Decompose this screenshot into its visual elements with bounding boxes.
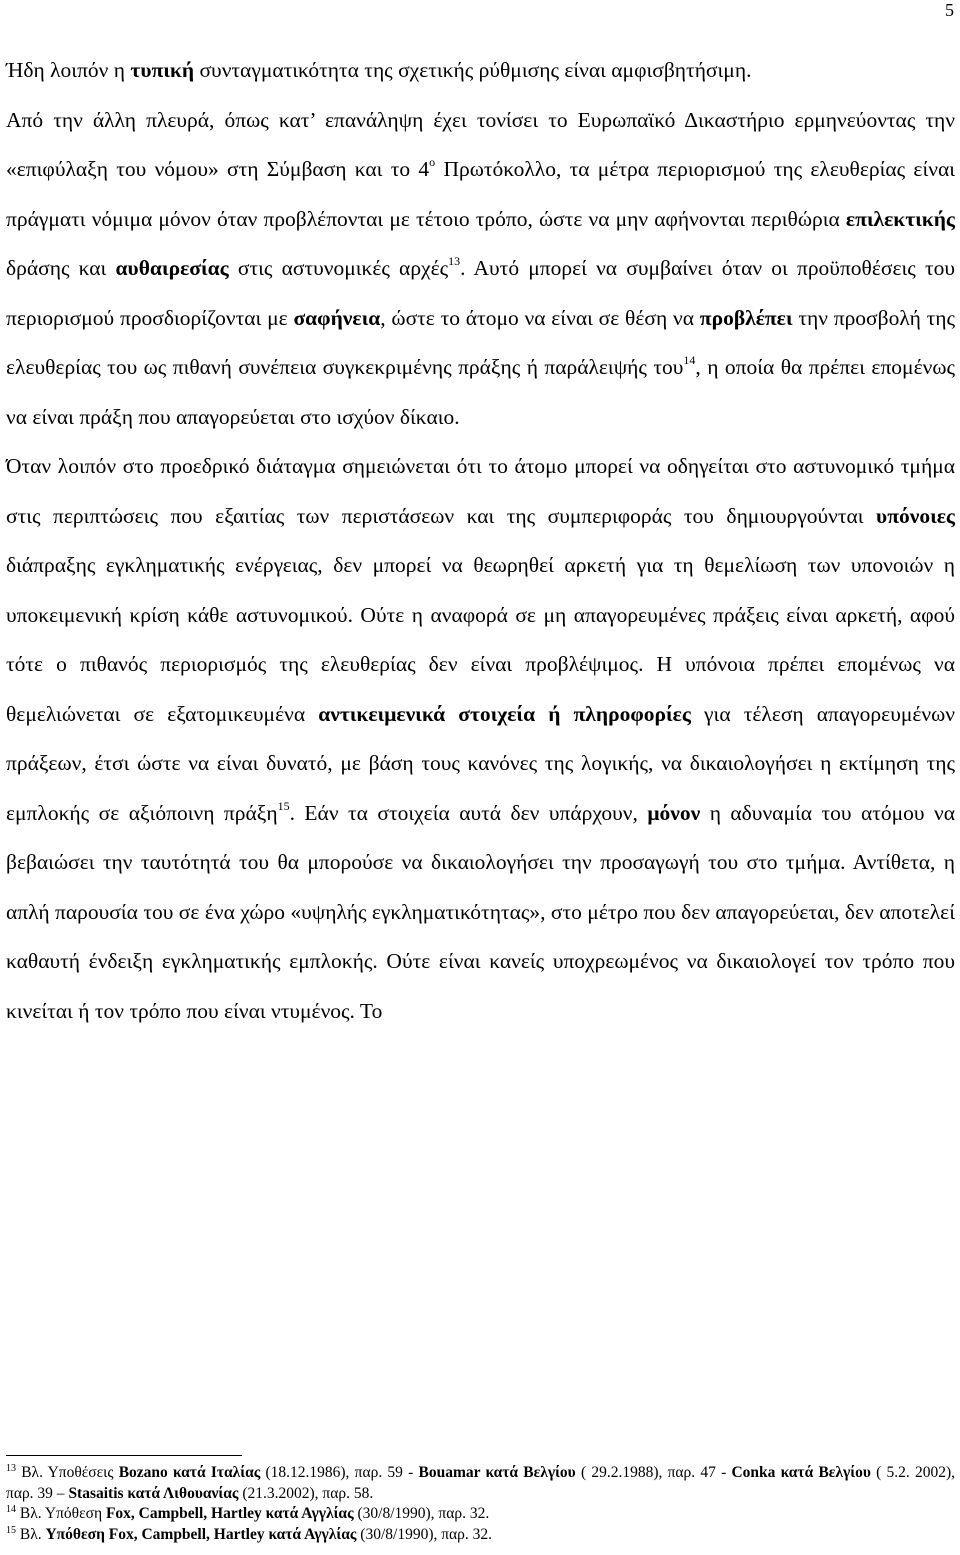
bold-term: αντικειμενικά στοιχεία ή πληροφορίες xyxy=(318,701,691,726)
footnotes xyxy=(6,1463,955,1545)
text-span: Από την άλλη πλευρά, όπως κατ’ επανάληψη έχει τονίσει το Ευρωπαϊκό Δικαστήριο ερμηνεύοντας την «επιφύλαξη του νόμου» στη Σύμβαση και το 4 xyxy=(6,107,955,181)
text-span: ( 29.2.1988), παρ. 47 - xyxy=(575,1464,732,1481)
text-span: , ώστε το άτομο να είναι σε θέση να xyxy=(380,305,700,330)
text-span: διάπραξης εγκληματικής ενέργειας, δεν μπορεί να θεωρηθεί αρκετή για τη θεμελίωση των υπονοιών η υποκειμενική κρίση κάθε αστυνομικού. Ούτε η αναφορά σε μη απαγορευμένες πράξεις είναι αρκετή, αφού τότε ο πιθανός περιορισμός της ελευθερίας δεν είναι προβλέψιμος. Η υπόνοια πρέπει επομένως να θεμελιώνεται σε εξατομικευμένα xyxy=(6,553,955,726)
bold-term: υπόνοιες xyxy=(876,503,955,528)
text-span: (30/8/1990), παρ. 32. xyxy=(353,1505,490,1522)
footnote-ref-13[interactable]: 13 xyxy=(448,254,461,268)
footnote-number: 13 xyxy=(6,1463,16,1474)
text-span: δράσης και xyxy=(6,256,116,280)
bold-term: σαφήνεια xyxy=(293,305,381,330)
footnote-number: 15 xyxy=(6,1524,16,1536)
text-span: Όταν λοιπόν στο προεδρικό διάταγμα σημειώνεται ότι το άτομο μπορεί να οδηγείται στο αστυνομικό τμήμα στις περιπτώσεις που εξαιτίας των περιστάσεων και της συμπεριφοράς του δημιουργούνται xyxy=(6,454,955,528)
case-name: Fox, Campbell, Hartley κατά Αγγλίας xyxy=(105,1505,354,1522)
superscript-ordinal: ο xyxy=(429,155,436,169)
text-span: Ήδη λοιπόν η xyxy=(6,58,131,82)
bold-term: αυθαιρεσίας xyxy=(115,256,229,280)
text-span: ( 5.2. 2002), παρ. 39 – xyxy=(6,1464,955,1502)
footnote-separator xyxy=(6,1455,242,1456)
text-span: την προσβολή της ελευθερίας του ως πιθανή συνέπεια συγκεκριμένης πράξης ή παράλειψής του xyxy=(6,305,956,379)
text-span: , η οποία θα πρέπει επομένως να είναι πράξη που απαγορεύεται στο ισχύον δίκαιο. xyxy=(6,355,955,429)
text-span: συνταγματικότητα της σχετικής ρύθμισης είναι αμφισβητήσιμη. xyxy=(194,58,752,82)
text-span: Βλ. Υπόθεση xyxy=(16,1505,106,1522)
footnote-ref-15[interactable]: 15 xyxy=(277,798,290,813)
text-span: για τέλεση απαγορευμένων πράξεων, έτσι ώστε να είναι δυνατό, με βάση τους κανόνες της λογικής, να δικαιολογήσει η εκτίμηση της εμπλοκής σε αξιόποινη πράξη xyxy=(6,701,955,825)
text-span: η αδυναμία του ατόμου να βεβαιώσει την ταυτότητά του θα μπορούσε να δικαιολογήσει την προσαγωγή του στο τμήμα. Αντίθετα, η απλή παρουσία του σε ένα χώρο «υψηλής εγκληματικότητας», στο μέτρο που δεν απαγορεύεται, δεν αποτελεί καθαυτή ένδειξη εγκληματικής εμπλοκής. Ούτε είναι κανείς υποχρεωμένος να δικαιολογεί τον τρόπο που κινείται ή τον τρόπο που είναι ντυμένος. Το xyxy=(6,800,955,1023)
case-name: Bouamar κατά Βελγίου xyxy=(418,1464,576,1481)
text-span: Βλ. Υποθέσεις xyxy=(16,1464,119,1481)
text-span: (30/8/1990), παρ. 32. xyxy=(356,1525,493,1543)
case-name: Bozano κατά Ιταλίας xyxy=(118,1464,261,1481)
text-span: (21.3.2002), παρ. 58. xyxy=(238,1484,374,1502)
text-span: . Αυτό μπορεί να συμβαίνει όταν οι προϋποθέσεις του περιορισμού προσδιορίζονται με xyxy=(6,256,956,330)
text-span: στις αστυνομικές αρχές xyxy=(228,256,449,280)
document-body xyxy=(6,46,955,1036)
case-name: Conka κατά Βελγίου xyxy=(731,1464,871,1481)
footnote-number: 14 xyxy=(6,1504,16,1515)
text-span: (18.12.1986), παρ. 59 - xyxy=(260,1464,419,1481)
text-span: Πρωτόκολλο, τα μέτρα περιορισμού της ελευθερίας είναι πράγματι νόμιμα μόνον όταν προβλέπονται με τέτοιο τρόπο, ώστε να μην αφήνονται περιθώρια xyxy=(6,157,956,231)
paragraph-2 xyxy=(6,96,955,443)
case-name: Stasaitis κατά Λιθουανίας xyxy=(68,1484,239,1502)
text-span: . Εάν τα στοιχεία αυτά δεν υπάρχουν, xyxy=(289,800,648,825)
footnote-14 xyxy=(6,1504,955,1525)
bold-term: τυπική xyxy=(130,58,195,82)
footnote-15 xyxy=(6,1525,955,1546)
paragraph-1 xyxy=(6,46,955,96)
footnote-ref-14[interactable]: 14 xyxy=(683,353,696,367)
footnote-13 xyxy=(6,1463,955,1504)
case-name: Υπόθεση Fox, Campbell, Hartley κατά Αγγλίας xyxy=(45,1525,357,1543)
paragraph-3 xyxy=(6,442,955,1036)
bold-term: μόνον xyxy=(647,800,701,825)
page-number: 5 xyxy=(945,0,954,20)
text-span: Βλ. xyxy=(16,1525,46,1543)
bold-term: επιλεκτικής xyxy=(845,206,955,231)
bold-term: προβλέπει xyxy=(699,305,793,330)
